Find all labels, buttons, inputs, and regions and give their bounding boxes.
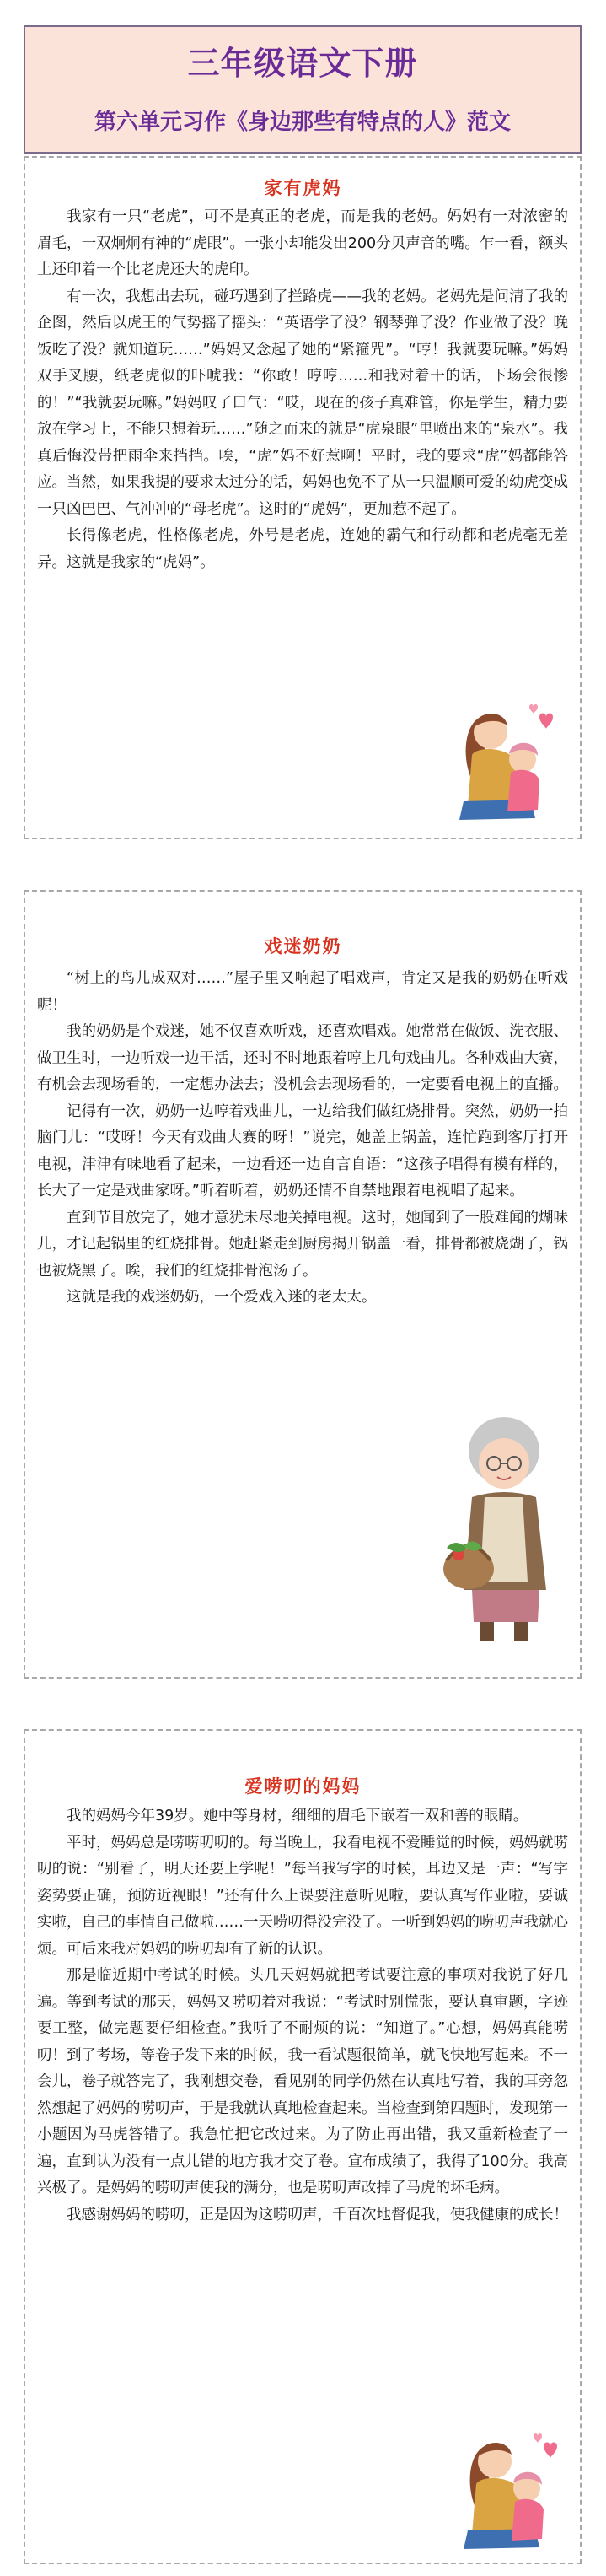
essay-title-3: 爱唠叨的妈妈 <box>244 1776 362 1797</box>
paragraph: 这就是我的戏迷奶奶，一个爱戏入迷的老太太。 <box>67 1289 377 1306</box>
paragraph: 我家有一只“老虎”，可不是真正的老虎，而是我的老妈。妈妈有一对浓密的眉毛，一双炯炯有神的“虎眼”。一张小却能发出200分贝声音的嘴。乍一看，额头上还印着一个比老虎还大的虎印。 <box>37 208 568 278</box>
paragraph: 记得有一次，奶奶一边哼着戏曲儿，一边给我们做红烧排骨。突然，奶奶一拍脑门儿：“哎呀！今天有戏曲大赛的呀！”说完，她盖上锅盖，连忙跑到客厅打开电视，津津有味地看了起来，一边看还一边自言自语：“这孩子唱得有模有样的，长大了一定是戏曲家呀。”听着听着，奶奶还情不自禁地跟着电视唱了起来。 <box>37 1102 568 1199</box>
paragraph: 长得像老虎，性格像老虎，外号是老虎，连她的霸气和行动都和老虎毫无差异。这就是我家的“虎妈”。 <box>37 527 568 571</box>
paragraph: 有一次，我想出去玩，碰巧遇到了拦路虎——我的老妈。老妈先是问清了我的企图，然后以虎王的气势摇了摇头：“英语学了没？钢琴弹了没？作业做了没？晚饭吃了没？就知道玩……”妈妈又念起了她的“紧箍咒”。“哼！我就要玩嘛。”妈妈双手叉腰，纸老虎似的吓唬我：“你敢！哼哼……和我对着干的话，下场会很惨的！”“我就要玩嘛。”妈妈叹了口气：“哎，现在的孩子真难管，你是学生，精力要放在学习上，不能只想着玩……”随之而来的就是“虎泉眼”里喷出来的“泉水”。我真后悔没带把雨伞来挡挡。唉，“虎”妈不好惹啊！平时，我的要求“虎”妈都能答应。当然，如果我提的要求太过分的话，妈妈也免不了从一只温顺可爱的幼虎变成一只凶巴巴、气冲冲的“母老虎”。这时的“虎妈”，更加惹不起了。 <box>37 288 568 518</box>
mother-hugging-child-illustration <box>459 2429 560 2556</box>
paragraph: 那是临近期中考试的时候。头几天妈妈就把考试要注意的事项对我说了好几遍。等到考试的那天，妈妈又唠叨着对我说：“考试时别慌张，要认真审题，字迹要工整，做完题要仔细检查。”我听了不耐烦的说：“知道了。”心想，妈妈真能唠叨！到了考场，等卷子发下来的时候，我一看试题很简单，就飞快地写起来。不一会儿，卷子就答完了，我刚想交卷，看见别的同学仍然在认真地写着，我的耳旁忽然想起了妈妈的唠叨声，于是我就认真地检查起来。当检查到第四题时，发现第一小题因为马虎答错了。我急忙把它改过来。为了防止再出错，我又重新检查了一遍，直到认为没有一点儿错的地方我才交了卷。宣布成绩了，我得了100分。我高兴极了。是妈妈的唠叨声使我的满分，也是唠叨声改掉了马虎的坏毛病。 <box>37 1967 568 2196</box>
paragraph: 我感谢妈妈的唠叨，正是因为这唠叨声，千百次地督促我，使我健康的成长！ <box>67 2206 568 2223</box>
page-subtitle: 第六单元习作《身边那些有特点的人》范文 <box>94 110 511 135</box>
paragraph: 直到节目放完了，她才意犹未尽地关掉电视。这时，她闻到了一股难闻的煳味儿，才记起锅里的红烧排骨。她赶紧走到厨房揭开锅盖一看，排骨都被烧煳了，锅也被烧黑了。唉，我们的红烧排骨泡汤了。 <box>37 1209 568 1280</box>
essay-body-2 <box>37 966 568 1312</box>
essay-title-2: 戏迷奶奶 <box>264 936 342 957</box>
paragraph: 我的妈妈今年39岁。她中等身材，细细的眉毛下嵌着一双和善的眼睛。 <box>67 1808 528 1824</box>
grandmother-with-basket-illustration <box>438 1413 565 1649</box>
essay-body-3 <box>37 1803 568 2228</box>
paragraph: 平时，妈妈总是唠唠叨叨的。每当晚上，我看电视不爱睡觉的时候，妈妈就唠叨的说：“别看了，明天还要上学呢！”每当我写字的时候，耳边又是一声：“写字姿势要正确，预防近视眼！”还有什么上课要注意听见啦，要认真写作业啦，要诚实啦，自己的事情自己做啦……一天唠叨得没完没了。一听到妈妈的唠叨声我就心烦。可后来我对妈妈的唠叨却有了新的认识。 <box>37 1834 568 1958</box>
paragraph: “树上的鸟儿成双对……”屋子里又响起了唱戏声，肯定又是我的奶奶在听戏呢！ <box>37 970 568 1014</box>
paragraph: 我的奶奶是个戏迷，她不仅喜欢听戏，还喜欢唱戏。她常常在做饭、洗衣服、做卫生时，一边听戏一边干活，还时不时地跟着哼上几句戏曲儿。各种戏曲大赛，有机会去现场看的，一定想办法去；没机会去现场看的，一定要看电视上的直播。 <box>37 1023 568 1093</box>
essay-body-1 <box>37 204 568 576</box>
mother-hugging-child-illustration <box>455 700 556 827</box>
page-title: 三年级语文下册 <box>187 45 418 82</box>
header-banner <box>24 25 582 154</box>
essay-title-1: 家有虎妈 <box>264 178 342 198</box>
